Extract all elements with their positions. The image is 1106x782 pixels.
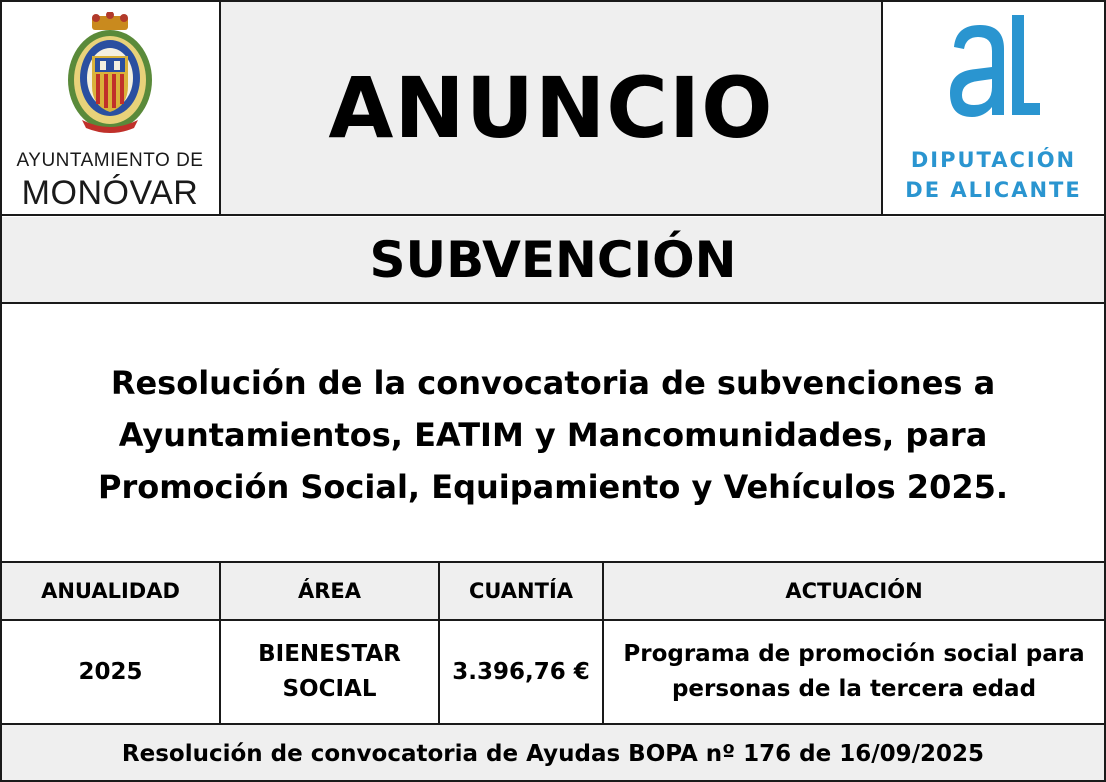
cell-actuacion-line2: personas de la tercera edad xyxy=(671,676,1037,702)
footer-text: Resolución de convocatoria de Ayudas BOPA nº 176 de 16/09/2025 xyxy=(121,740,985,767)
header-anualidad-label: ANUALIDAD xyxy=(41,579,180,603)
cell-area-line2: SOCIAL xyxy=(282,676,377,702)
logo-right-line2: DE ALICANTE xyxy=(905,178,1082,202)
subtitle-cell xyxy=(2,217,1104,302)
monovar-coat-of-arms-icon xyxy=(62,12,158,138)
diputacion-alicante-logo-icon xyxy=(946,15,1042,123)
resolution-line-3: Promoción Social, Equipamiento y Vehículos 2025. xyxy=(97,468,1009,506)
subtitle: SUBVENCIÓN xyxy=(369,230,737,289)
border-top xyxy=(0,0,1106,2)
border-table-col3 xyxy=(602,561,604,725)
right-logo-cell xyxy=(883,2,1104,214)
logo-left-line1: AYUNTAMIENTO DE xyxy=(16,150,204,171)
border-resolution-bottom xyxy=(0,561,1106,563)
table-row-cuantia xyxy=(440,621,602,723)
header-actuacion-label: ACTUACIÓN xyxy=(785,579,923,603)
table-header-anualidad xyxy=(2,563,219,619)
header-area-label: ÁREA xyxy=(297,579,362,603)
table-header-cuantia xyxy=(440,563,602,619)
border-header-right-divider xyxy=(881,0,883,216)
cell-actuacion-line1: Programa de promoción social para xyxy=(623,641,1085,667)
table-row-anualidad xyxy=(2,621,219,723)
border-header-bottom xyxy=(0,214,1106,216)
cell-anualidad: 2025 xyxy=(78,658,143,685)
cell-cuantia: 3.396,76 € xyxy=(452,658,590,685)
border-table-col2 xyxy=(438,561,440,725)
resolution-line-2: Ayuntamientos, EATIM y Mancomunidades, para xyxy=(118,416,988,454)
table-row-area xyxy=(221,621,438,723)
logo-left-line2: MONÓVAR xyxy=(21,174,199,212)
border-header-left-divider xyxy=(219,0,221,216)
table-row-actuacion xyxy=(604,621,1104,723)
resolution-line-1: Resolución de la convocatoria de subvenciones a xyxy=(110,364,996,402)
title-cell xyxy=(221,2,881,214)
border-table-col1 xyxy=(219,561,221,725)
header-cuantia-label: CUANTÍA xyxy=(468,579,574,603)
table-header-area xyxy=(221,563,438,619)
footer-cell xyxy=(2,725,1104,782)
border-left xyxy=(0,0,2,782)
border-subtitle-bottom xyxy=(0,302,1106,304)
logo-right-line1: DIPUTACIÓN xyxy=(910,148,1077,172)
table-header-actuacion xyxy=(604,563,1104,619)
resolution-cell xyxy=(2,304,1104,560)
left-logo-cell xyxy=(0,0,220,215)
page-title: ANUNCIO xyxy=(328,59,774,157)
cell-area-line1: BIENESTAR xyxy=(258,641,401,667)
border-table-header-bottom xyxy=(0,619,1106,621)
border-table-row-bottom xyxy=(0,723,1106,725)
